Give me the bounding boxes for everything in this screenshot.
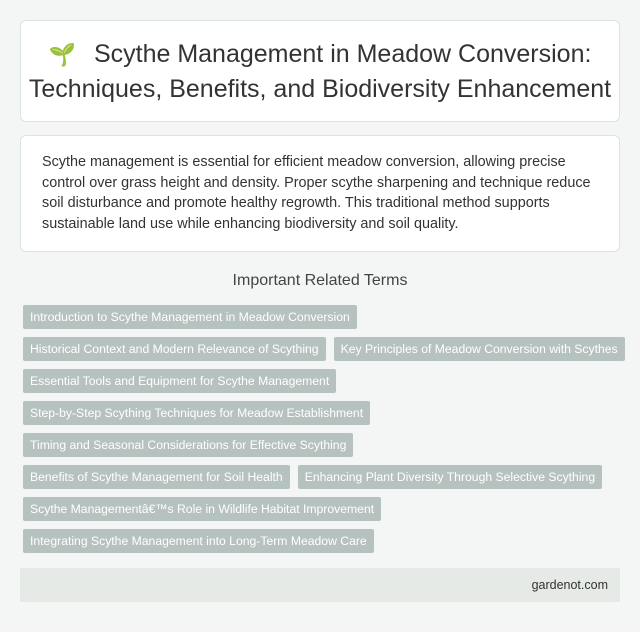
related-term-tag[interactable]: Historical Context and Modern Relevance of Scything [23, 337, 326, 361]
related-term-tag[interactable]: Key Principles of Meadow Conversion with Scythes [334, 337, 625, 361]
related-term-tag[interactable]: Introduction to Scythe Management in Meadow Conversion [23, 305, 357, 329]
page-title [21, 37, 619, 106]
related-term-tag[interactable]: Enhancing Plant Diversity Through Selective Scything [298, 465, 602, 489]
footer [20, 568, 620, 602]
related-term-tag[interactable]: Essential Tools and Equipment for Scythe Management [23, 369, 336, 393]
related-term-tag[interactable]: Benefits of Scythe Management for Soil Health [23, 465, 290, 489]
related-term-tag[interactable]: Scythe Managementâ€™s Role in Wildlife Habitat Improvement [23, 497, 381, 521]
description-card [20, 135, 620, 252]
related-term-tag[interactable]: Step-by-Step Scything Techniques for Meadow Establishment [23, 401, 370, 425]
title-card [20, 20, 620, 122]
description-text: Scythe management is essential for efficient meadow conversion, allowing precise control over grass height and density. Proper scythe sharpening and technique reduce soil disturbance and promote healthy regrowth. This traditional method supports sustainable land use while enhancing biodiversity and soil quality. [42, 154, 591, 232]
related-terms-list [23, 305, 623, 561]
related-terms-heading: Important Related Terms [232, 272, 408, 289]
related-term-tag[interactable]: Integrating Scythe Management into Long-Term Meadow Care [23, 529, 374, 553]
related-term-tag[interactable]: Timing and Seasonal Considerations for Effective Scything [23, 433, 353, 457]
sprout-icon: 🌱 [48, 41, 76, 67]
page-title-text: Scythe Management in Meadow Conversion: Techniques, Benefits, and Biodiversity Enhancement [28, 39, 612, 103]
footer-site-link[interactable]: gardenot.com [531, 578, 608, 592]
